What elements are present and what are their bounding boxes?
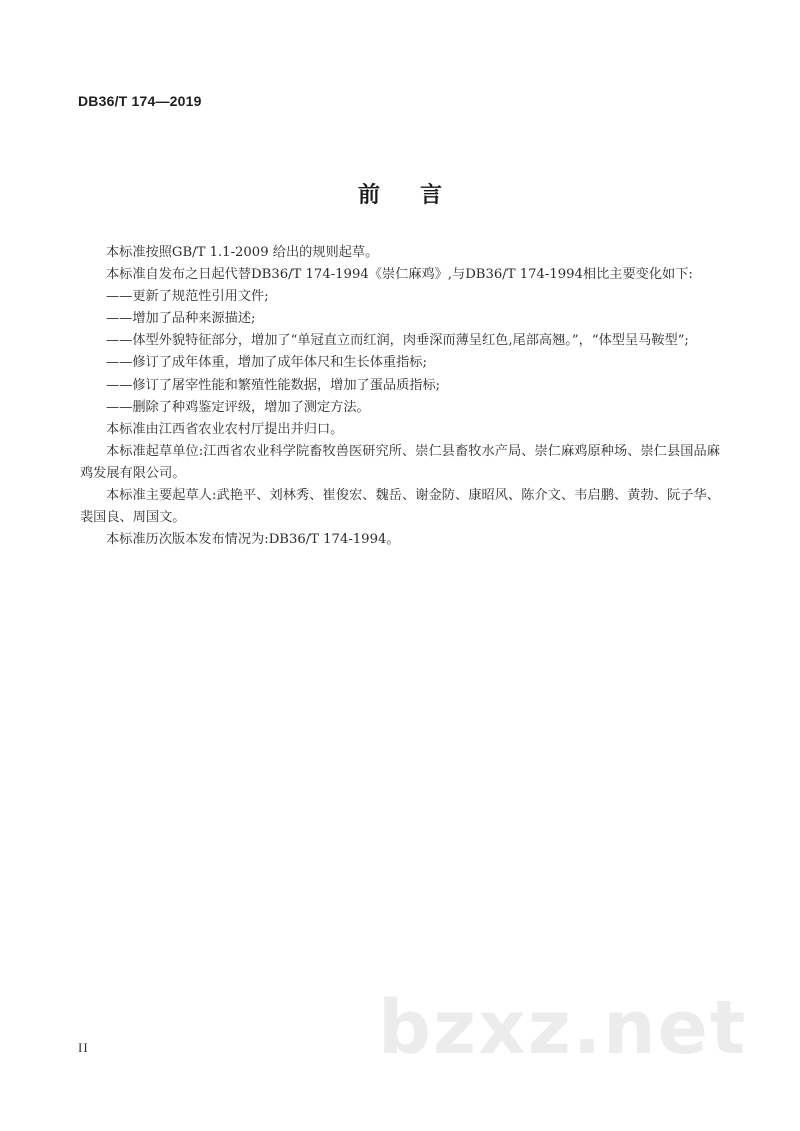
standard-code-header: DB36/T 174—2019 xyxy=(78,93,202,109)
watermark-logo: bzxz.net xyxy=(378,985,748,1071)
paragraph-proposer: 本标准由江西省农业农村厅提出并归口。 xyxy=(106,421,344,437)
paragraph-replacement-statement: 本标准自发布之日起代替DB36/T 174-1994《崇仁麻鸡》,与DB36/T 174-1994相比主要变化如下: xyxy=(106,267,693,283)
paragraph-drafting-rules: 本标准按照GB/T 1.1-2009 给出的规则起草。 xyxy=(106,245,379,260)
page-title: 前言 xyxy=(357,183,482,208)
page-number: II xyxy=(78,1040,89,1055)
paragraph-drafters: 本标准主要起草人:武艳平、刘林秀、崔俊宏、魏岳、谢金防、康昭风、陈介文、韦启鹏、黄勃、阮子华、裴国良、周国文。 xyxy=(80,488,720,526)
change-item: ——修订了成年体重，增加了成年体尺和生长体重指标; xyxy=(106,355,427,371)
document-body xyxy=(80,242,720,551)
change-item: ——增加了品种来源描述; xyxy=(106,311,256,327)
change-item: ——更新了规范性引用文件; xyxy=(106,289,269,305)
change-item: ——体型外貌特征部分，增加了“单冠直立而红润，肉垂深而薄呈红色,尾部高翘。”，“体型呈马鞍型”; xyxy=(106,333,689,349)
paragraph-drafting-units: 本标准起草单位:江西省农业科学院畜牧兽医研究所、崇仁县畜牧水产局、崇仁麻鸡原种场、崇仁县国品麻鸡发展有限公司。 xyxy=(80,443,720,481)
paragraph-version-history: 本标准历次版本发布情况为:DB36/T 174-1994。 xyxy=(106,532,400,548)
change-item: ——修订了屠宰性能和繁殖性能数据，增加了蛋品质指标; xyxy=(106,377,441,393)
change-item: ——删除了种鸡鉴定评级，增加了测定方法。 xyxy=(106,399,370,415)
